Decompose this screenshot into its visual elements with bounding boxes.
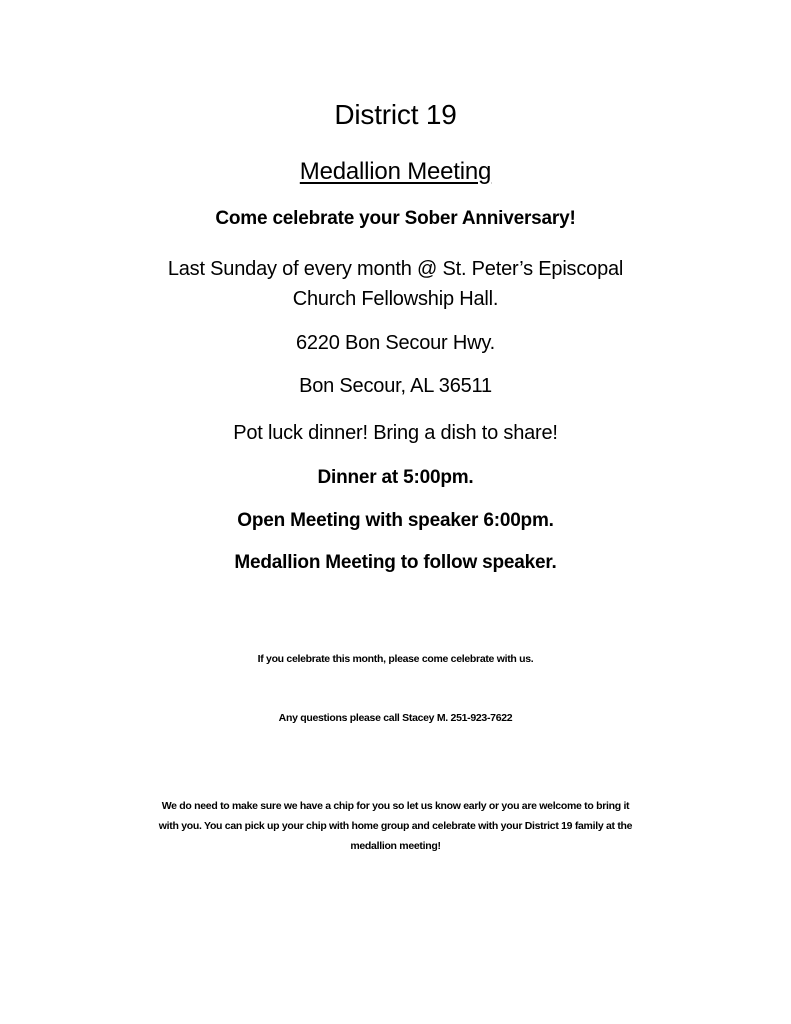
- open-meeting-time: Open Meeting with speaker 6:00pm.: [237, 510, 554, 531]
- location-line-2: Church Fellowship Hall.: [292, 288, 499, 310]
- chip-note: [70, 796, 721, 856]
- contact-info: Any questions please call Stacey M. 251-923-7622: [278, 712, 513, 724]
- address-city: Bon Secour, AL 36511: [299, 375, 492, 397]
- chip-note-line-3: medallion meeting!: [350, 840, 441, 852]
- dinner-time: Dinner at 5:00pm.: [317, 467, 474, 488]
- chip-note-line-2: with you. You can pick up your chip with home group and celebrate with your District 19 family at the: [158, 820, 633, 832]
- chip-note-line-1: We do need to make sure we have a chip for you so let us know early or you are welcome to bring it: [161, 800, 630, 812]
- address-street: 6220 Bon Secour Hwy.: [295, 332, 496, 354]
- location-line-1: Last Sunday of every month @ St. Peter’s Episcopal: [167, 258, 624, 280]
- page-title: District 19: [334, 99, 457, 130]
- celebrate-note: If you celebrate this month, please come celebrate with us.: [257, 653, 534, 665]
- tagline: Come celebrate your Sober Anniversary!: [215, 208, 576, 229]
- medallion-follow-text: Medallion Meeting to follow speaker.: [234, 552, 557, 573]
- potluck-text: Pot luck dinner! Bring a dish to share!: [233, 422, 558, 444]
- meeting-subtitle: Medallion Meeting: [299, 158, 492, 185]
